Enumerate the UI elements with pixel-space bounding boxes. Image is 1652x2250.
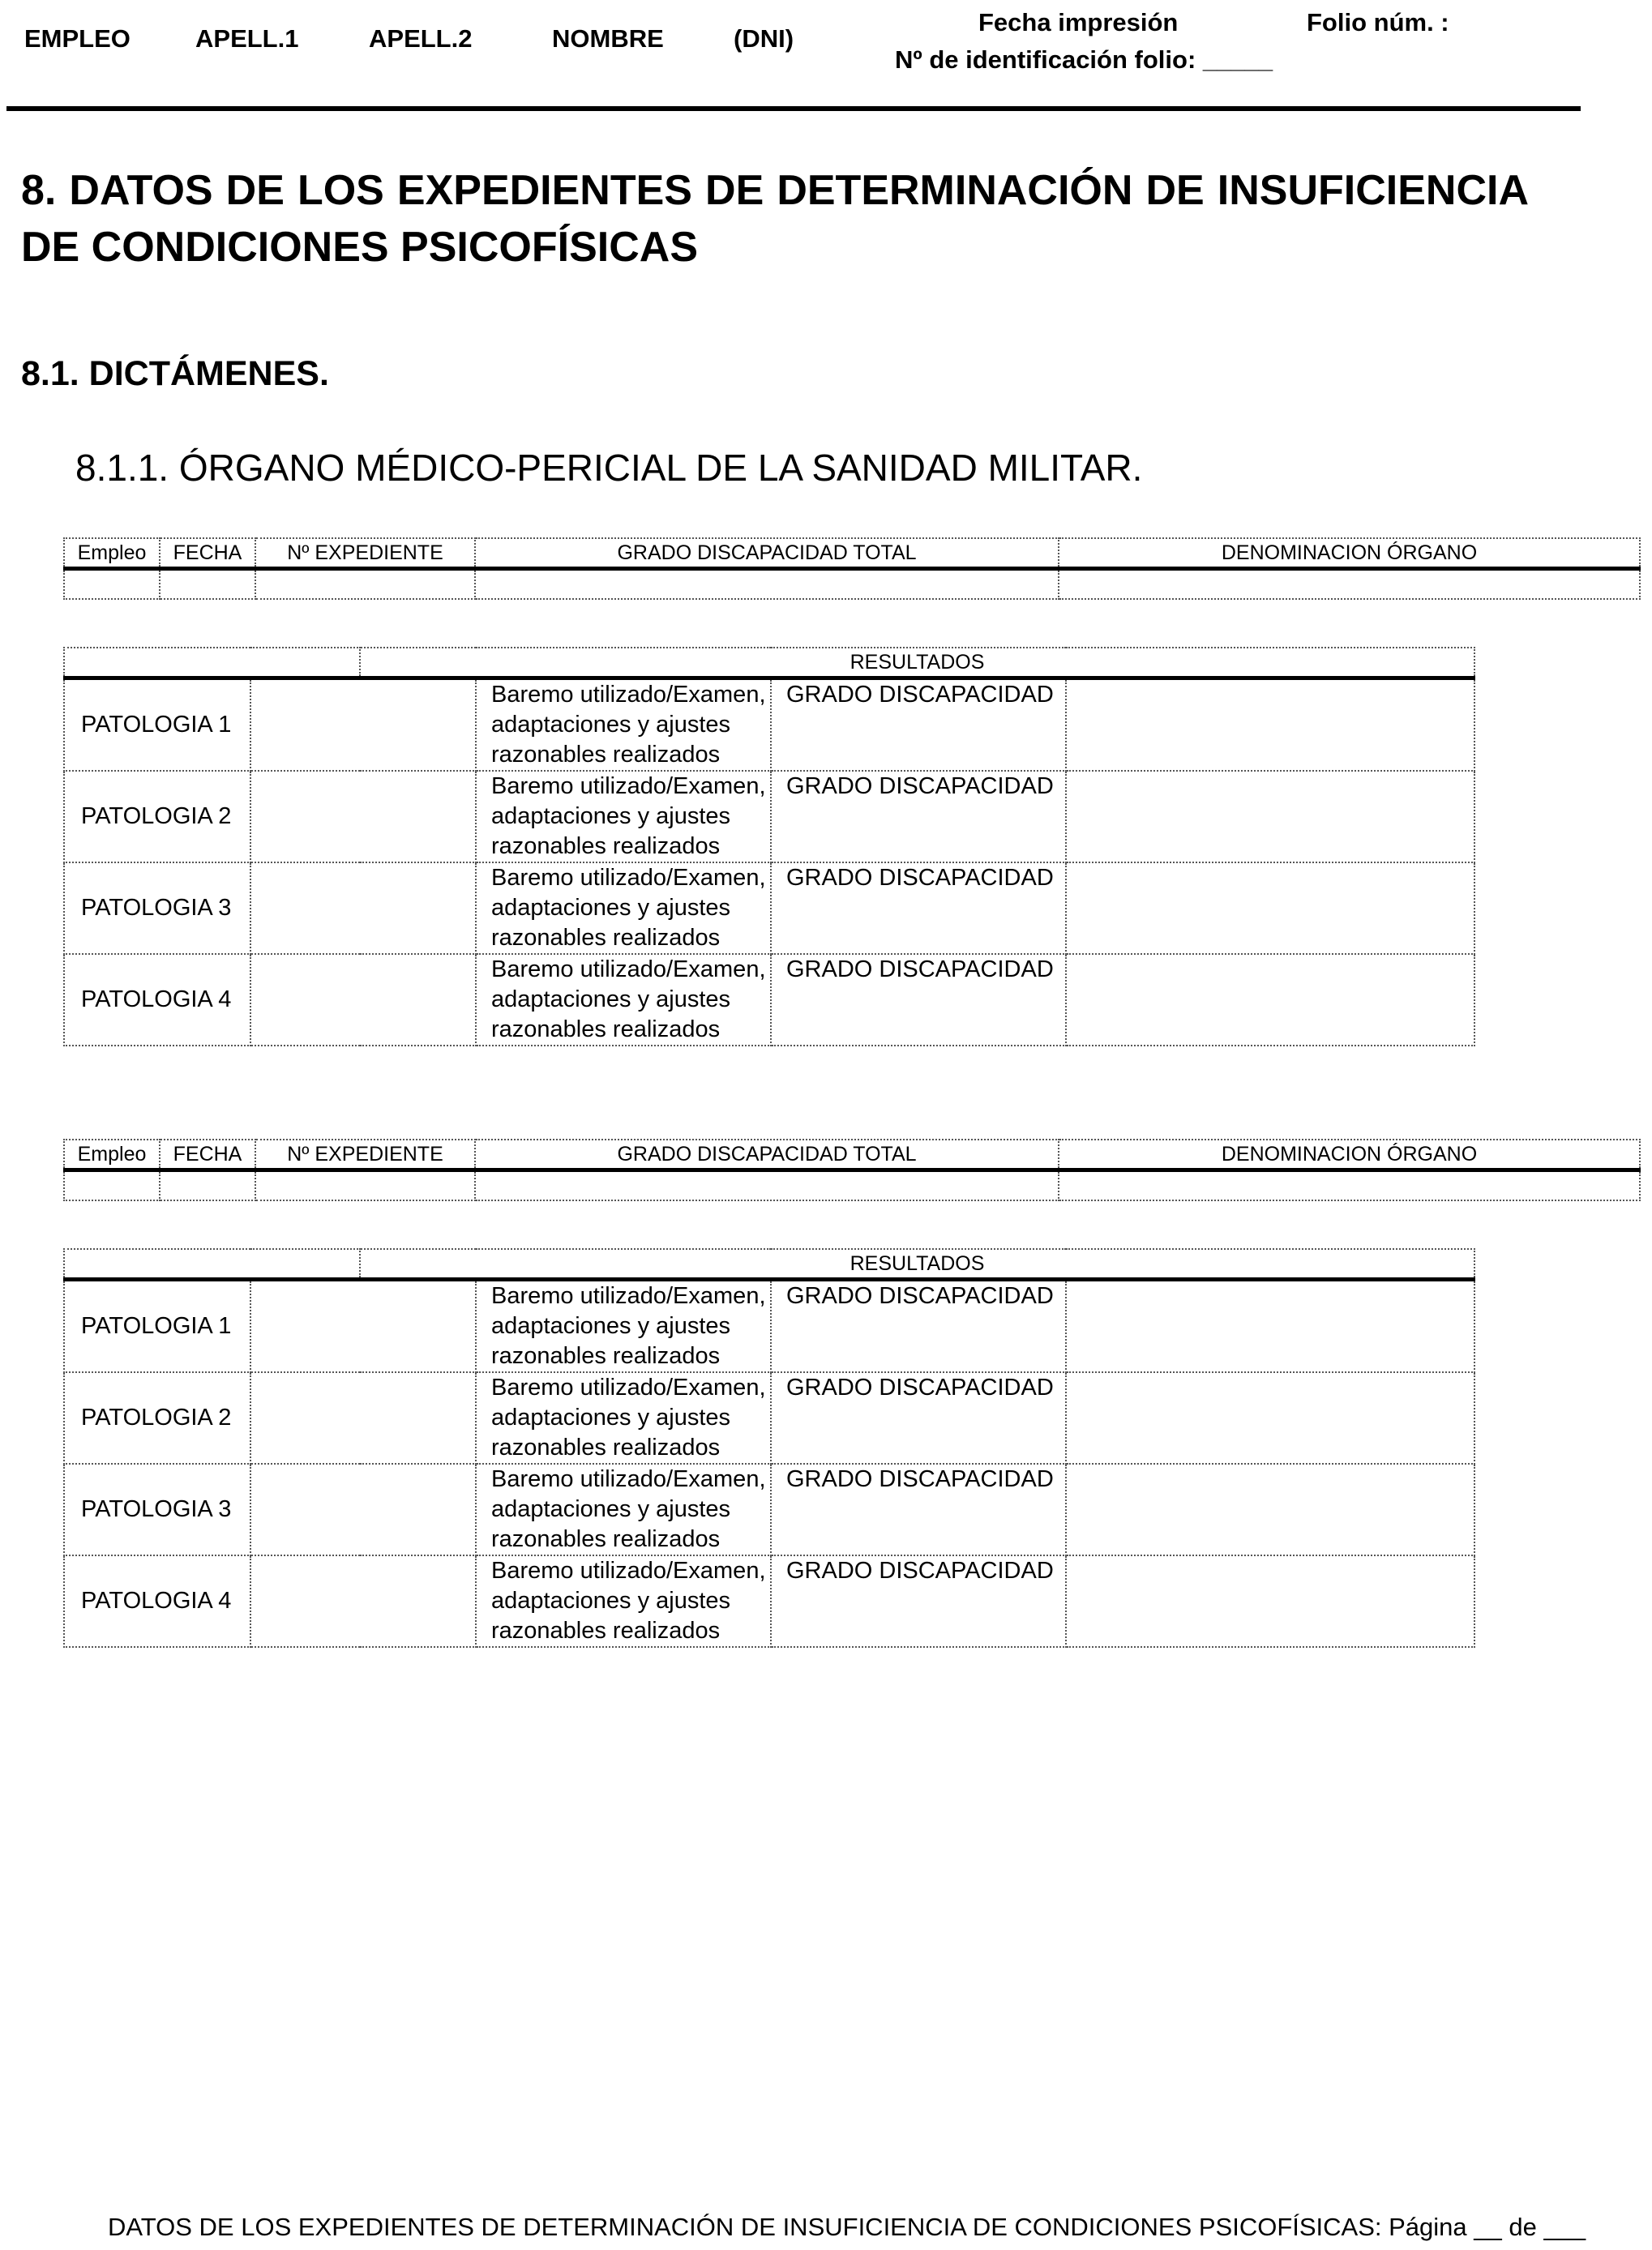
expediente-cell[interactable] bbox=[255, 1170, 475, 1201]
patologia-row bbox=[64, 771, 1474, 862]
patologia-row bbox=[64, 1280, 1474, 1373]
grado-discapacidad-label: GRADO DISCAPACIDAD bbox=[771, 678, 1066, 772]
expediente-table bbox=[63, 537, 1641, 600]
header-folio-num: Folio núm. : bbox=[1307, 8, 1449, 36]
empleo-cell[interactable] bbox=[64, 1170, 160, 1201]
patologia-label: PATOLOGIA 3 bbox=[64, 862, 250, 954]
patologia-value-cell[interactable] bbox=[250, 1464, 476, 1555]
expediente-entry-row bbox=[64, 569, 1640, 600]
patologia-row bbox=[64, 1555, 1474, 1647]
resultados-header: RESULTADOS bbox=[360, 648, 1474, 678]
column-header-organo: DENOMINACION ÓRGANO bbox=[1059, 538, 1640, 569]
patologia-value-cell[interactable] bbox=[250, 954, 476, 1046]
resultados-header-row bbox=[64, 648, 1474, 678]
grado-discapacidad-value-cell[interactable] bbox=[1066, 862, 1474, 954]
section-title: 8. DATOS DE LOS EXPEDIENTES DE DETERMINACIÓN DE INSUFICIENCIA DE CONDICIONES PSICOFÍSICAS bbox=[21, 167, 1529, 271]
column-header-expediente: Nº EXPEDIENTE bbox=[255, 1140, 475, 1170]
expediente-header-row bbox=[64, 538, 1640, 569]
column-header-organo: DENOMINACION ÓRGANO bbox=[1059, 1140, 1640, 1170]
resultados-header-row bbox=[64, 1249, 1474, 1280]
grado-discapacidad-label: GRADO DISCAPACIDAD bbox=[771, 1555, 1066, 1647]
resultados-table bbox=[63, 1248, 1475, 1648]
grado-total-cell[interactable] bbox=[475, 1170, 1059, 1201]
baremo-label: Baremo utilizado/Examen, adaptaciones y ajustes razonables realizados bbox=[476, 862, 771, 954]
resultados-header: RESULTADOS bbox=[360, 1249, 1474, 1280]
expediente-entry-row bbox=[64, 1170, 1640, 1201]
subsubsection-title: 8.1.1. ÓRGANO MÉDICO-PERICIAL DE LA SANIDAD MILITAR. bbox=[75, 447, 1143, 489]
baremo-label: Baremo utilizado/Examen, adaptaciones y ajustes razonables realizados bbox=[476, 1555, 771, 1647]
patologia-value-cell[interactable] bbox=[250, 678, 476, 772]
header-divider bbox=[6, 106, 1581, 111]
resultados-table bbox=[63, 647, 1475, 1046]
grado-discapacidad-label: GRADO DISCAPACIDAD bbox=[771, 954, 1066, 1046]
header-apell1: APELL.1 bbox=[195, 24, 299, 53]
column-header-empleo: Empleo bbox=[64, 1140, 160, 1170]
grado-total-cell[interactable] bbox=[475, 569, 1059, 600]
organo-cell[interactable] bbox=[1059, 1170, 1640, 1201]
header-empleo: EMPLEO bbox=[24, 24, 131, 53]
baremo-label: Baremo utilizado/Examen, adaptaciones y ajustes razonables realizados bbox=[476, 771, 771, 862]
subsection-title: 8.1. DICTÁMENES. bbox=[21, 354, 329, 393]
header-nombre: NOMBRE bbox=[552, 24, 664, 53]
grado-discapacidad-value-cell[interactable] bbox=[1066, 678, 1474, 772]
patologia-label: PATOLOGIA 1 bbox=[64, 1280, 250, 1373]
patologia-label: PATOLOGIA 1 bbox=[64, 678, 250, 772]
patologia-label: PATOLOGIA 3 bbox=[64, 1464, 250, 1555]
patologia-label: PATOLOGIA 4 bbox=[64, 1555, 250, 1647]
header-dni: (DNI) bbox=[734, 24, 794, 53]
column-header-fecha: FECHA bbox=[160, 1140, 255, 1170]
patologia-label: PATOLOGIA 2 bbox=[64, 1372, 250, 1464]
grado-discapacidad-label: GRADO DISCAPACIDAD bbox=[771, 771, 1066, 862]
resultados-blank-header bbox=[64, 1249, 360, 1280]
grado-discapacidad-value-cell[interactable] bbox=[1066, 1280, 1474, 1373]
page-footer: DATOS DE LOS EXPEDIENTES DE DETERMINACIÓN DE INSUFICIENCIA DE CONDICIONES PSICOFÍSICAS: Página __ de ___ bbox=[108, 2213, 1586, 2241]
column-header-grado-total: GRADO DISCAPACIDAD TOTAL bbox=[475, 1140, 1059, 1170]
resultados-blank-header bbox=[64, 648, 360, 678]
patologia-label: PATOLOGIA 4 bbox=[64, 954, 250, 1046]
empleo-cell[interactable] bbox=[64, 569, 160, 600]
patologia-row bbox=[64, 954, 1474, 1046]
grado-discapacidad-value-cell[interactable] bbox=[1066, 954, 1474, 1046]
header-identificacion-folio: Nº de identificación folio: _____ bbox=[895, 45, 1273, 74]
patologia-value-cell[interactable] bbox=[250, 1280, 476, 1373]
expediente-header-row bbox=[64, 1140, 1640, 1170]
grado-discapacidad-value-cell[interactable] bbox=[1066, 771, 1474, 862]
grado-discapacidad-value-cell[interactable] bbox=[1066, 1464, 1474, 1555]
patologia-row bbox=[64, 1464, 1474, 1555]
baremo-label: Baremo utilizado/Examen, adaptaciones y ajustes razonables realizados bbox=[476, 1372, 771, 1464]
organo-cell[interactable] bbox=[1059, 569, 1640, 600]
grado-discapacidad-value-cell[interactable] bbox=[1066, 1555, 1474, 1647]
column-header-empleo: Empleo bbox=[64, 538, 160, 569]
patologia-value-cell[interactable] bbox=[250, 862, 476, 954]
fecha-cell[interactable] bbox=[160, 1170, 255, 1201]
patologia-row bbox=[64, 678, 1474, 772]
fecha-cell[interactable] bbox=[160, 569, 255, 600]
baremo-label: Baremo utilizado/Examen, adaptaciones y ajustes razonables realizados bbox=[476, 1464, 771, 1555]
grado-discapacidad-label: GRADO DISCAPACIDAD bbox=[771, 1280, 1066, 1373]
patologia-value-cell[interactable] bbox=[250, 1372, 476, 1464]
header-apell2: APELL.2 bbox=[369, 24, 473, 53]
expediente-cell[interactable] bbox=[255, 569, 475, 600]
baremo-label: Baremo utilizado/Examen, adaptaciones y ajustes razonables realizados bbox=[476, 954, 771, 1046]
baremo-label: Baremo utilizado/Examen, adaptaciones y ajustes razonables realizados bbox=[476, 1280, 771, 1373]
grado-discapacidad-label: GRADO DISCAPACIDAD bbox=[771, 1372, 1066, 1464]
grado-discapacidad-label: GRADO DISCAPACIDAD bbox=[771, 862, 1066, 954]
grado-discapacidad-label: GRADO DISCAPACIDAD bbox=[771, 1464, 1066, 1555]
patologia-value-cell[interactable] bbox=[250, 771, 476, 862]
patologia-label: PATOLOGIA 2 bbox=[64, 771, 250, 862]
patologia-row bbox=[64, 1372, 1474, 1464]
column-header-expediente: Nº EXPEDIENTE bbox=[255, 538, 475, 569]
column-header-fecha: FECHA bbox=[160, 538, 255, 569]
patologia-row bbox=[64, 862, 1474, 954]
baremo-label: Baremo utilizado/Examen, adaptaciones y ajustes razonables realizados bbox=[476, 678, 771, 772]
patologia-value-cell[interactable] bbox=[250, 1555, 476, 1647]
expediente-table bbox=[63, 1139, 1641, 1201]
grado-discapacidad-value-cell[interactable] bbox=[1066, 1372, 1474, 1464]
column-header-grado-total: GRADO DISCAPACIDAD TOTAL bbox=[475, 538, 1059, 569]
header-fecha-impresion: Fecha impresión bbox=[978, 8, 1179, 36]
